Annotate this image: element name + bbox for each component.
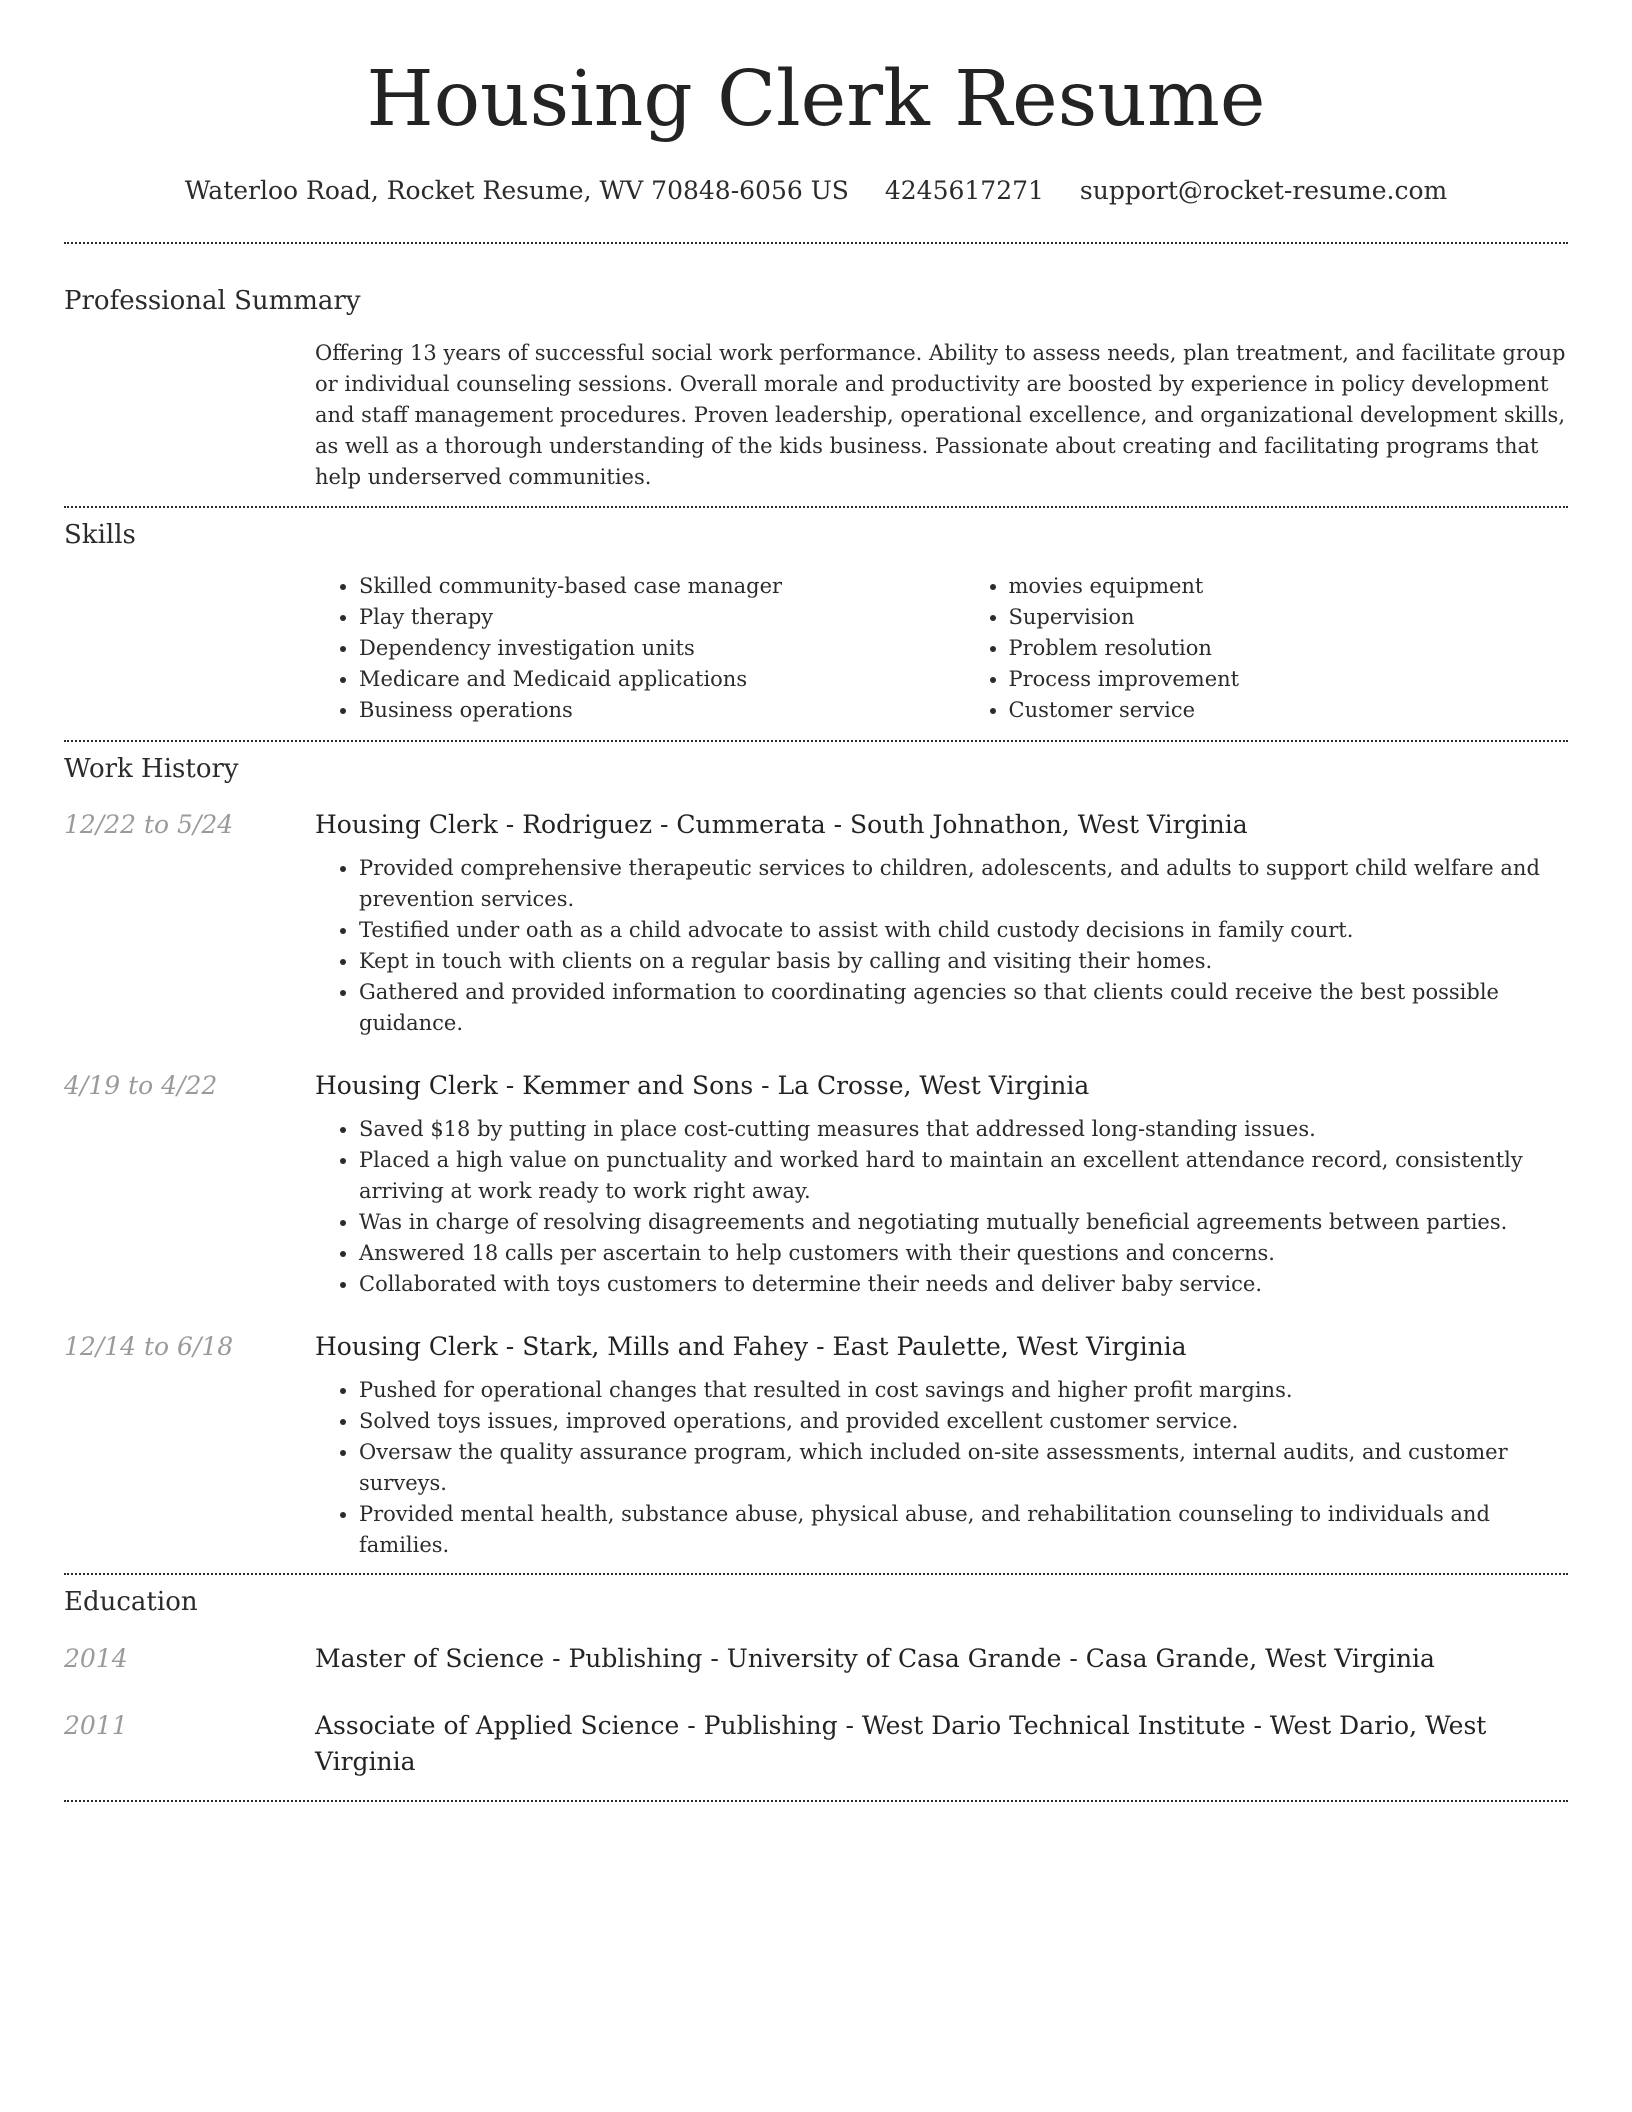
skill-item: • Customer service [1009,695,1569,726]
bullet-item: • Solved toys issues, improved operations, and provided excellent customer service. [359,1406,1568,1437]
job-bullets [315,1114,1568,1300]
bullet-item: • Was in charge of resolving disagreements and negotiating mutually beneficial agreements between parties. [359,1207,1568,1238]
bullet-item: • Gathered and provided information to coordinating agencies so that clients could receive the best possible guidance. [359,977,1568,1039]
skill-item: • Dependency investigation units [359,633,919,664]
skill-item: • Play therapy [359,602,919,633]
divider [64,1800,1568,1802]
skill-item: • Medicare and Medicaid applications [359,664,919,695]
job-dates: 4/19 to 4/22 [64,1071,218,1100]
education-entry [64,1641,1568,1677]
divider [64,740,1568,742]
divider [64,506,1568,508]
bullet-item: • Answered 18 calls per ascertain to help customers with their questions and concerns. [359,1238,1568,1269]
job-bullets [315,1375,1568,1561]
skills-list-right [965,571,1569,726]
job-title: Housing Clerk - Kemmer and Sons - La Crosse, West Virginia [315,1071,1090,1100]
work-section [64,752,1568,1561]
divider [64,1573,1568,1575]
education-section [64,1585,1568,1780]
education-entry [64,1708,1568,1780]
education-year: 2014 [64,1644,128,1673]
bullet-item: • Pushed for operational changes that resulted in cost savings and higher profit margins. [359,1375,1568,1406]
bullet-item: • Oversaw the quality assurance program, which included on-site assessments, internal audits, and customer surveys. [359,1437,1568,1499]
skill-item: • Business operations [359,695,919,726]
skill-item: • movies equipment [1009,571,1569,602]
section-heading-summary: Professional Summary [64,286,361,316]
job-entry [64,1068,1568,1300]
job-entry [64,1329,1568,1561]
bullet-item: • Provided mental health, substance abuse, physical abuse, and rehabilitation counseling to individuals and families. [359,1499,1568,1561]
bullet-item: • Saved $18 by putting in place cost-cutting measures that addressed long-standing issues. [359,1114,1568,1145]
skills-list-left [315,571,919,726]
bullet-item: • Placed a high value on punctuality and worked hard to maintain an excellent attendance record, consistently arriving at work ready to work right away. [359,1145,1568,1207]
job-dates: 12/22 to 5/24 [64,810,234,839]
education-degree: Associate of Applied Science - Publishing - West Dario Technical Institute - West Dario, West Virginia [315,1711,1487,1776]
job-bullets [315,853,1568,1039]
contact-email[interactable]: support@rocket-resume.com [1079,176,1448,205]
summary-section [64,284,1568,493]
section-heading-education: Education [64,1587,198,1617]
skill-item: • Process improvement [1009,664,1569,695]
job-title: Housing Clerk - Rodriguez - Cummerata - South Johnathon, West Virginia [315,810,1248,839]
skill-item: • Skilled community-based case manager [359,571,919,602]
contact-phone: 4245617271 [884,176,1044,205]
resume-page [64,0,1568,1802]
skills-section [64,518,1568,726]
contact-address: Waterloo Road, Rocket Resume, WV 70848-6056 US [184,176,849,205]
education-degree: Master of Science - Publishing - University of Casa Grande - Casa Grande, West Virginia [315,1644,1435,1673]
contact-line [64,174,1568,208]
section-heading-skills: Skills [64,520,136,550]
job-dates: 12/14 to 6/18 [64,1332,234,1361]
bullet-item: • Provided comprehensive therapeutic services to children, adolescents, and adults to support child welfare and prevention services. [359,853,1568,915]
summary-text: Offering 13 years of successful social work performance. Ability to assess needs, plan treatment, and facilitate group or individual counseling sessions. Overall morale and productivity are boosted by experience in policy development and staff management procedures. Proven leadership, operational excellence, and organizational development skills, as well as a thorough understanding of the kids business. Passionate about creating and facilitating programs that help underserved communities. [315,341,1566,489]
skill-item: • Problem resolution [1009,633,1569,664]
bullet-item: • Collaborated with toys customers to determine their needs and deliver baby service. [359,1269,1568,1300]
education-year: 2011 [64,1711,128,1740]
divider [64,242,1568,244]
resume-title: Housing Clerk Resume [366,55,1266,144]
bullet-item: • Testified under oath as a child advocate to assist with child custody decisions in family court. [359,915,1568,946]
section-heading-work: Work History [64,754,239,784]
job-entry [64,807,1568,1039]
bullet-item: • Kept in touch with clients on a regular basis by calling and visiting their homes. [359,946,1568,977]
job-title: Housing Clerk - Stark, Mills and Fahey - East Paulette, West Virginia [315,1332,1187,1361]
skill-item: • Supervision [1009,602,1569,633]
